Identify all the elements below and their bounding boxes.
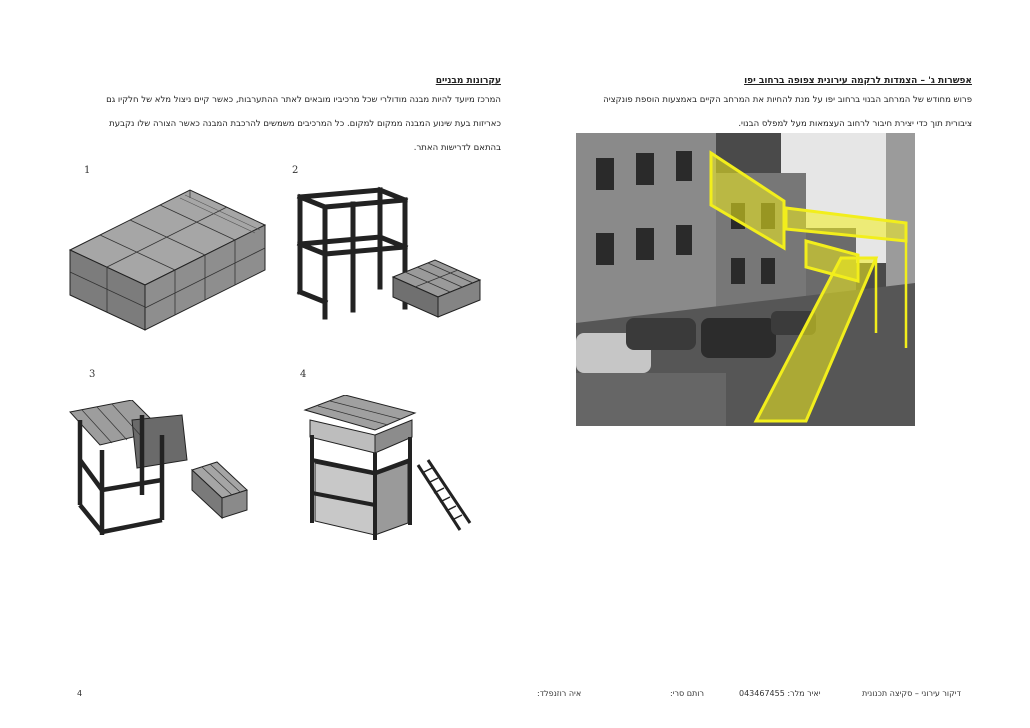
paragraph-line: ציבורית תוך כדי יצירת חיבור לרחוב העצמאות מעל למפלס הבנוי. — [738, 119, 972, 129]
footer-name-aya: איה רוזנפלד: — [537, 689, 582, 698]
section-heading-option-c: אפשרות ג' – הצמדות לרקמה עירונית צפופה ברחוב יפו — [744, 76, 972, 86]
paragraph-line: המרכז מיועד להיות מבנה מודולרי שכל מרכיביו מובאים לאתר ההתערבות, כאשר קיים ניצול מלא של חלקיו גם — [106, 95, 501, 105]
paragraph-line: פרוש מחודש של המרחב הבנוי ברחוב יפו על מנת להחיות את המרחב הקיים באמצעות הוספת פונקציה — [603, 95, 972, 105]
footer-name-rotem: רותם סרי: — [670, 689, 704, 698]
figure-number-4: 4 — [300, 369, 307, 380]
section-heading-structural: עקרונות מבניים — [435, 76, 501, 86]
section-paragraph-option-c — [540, 88, 972, 136]
figure-number-2: 2 — [292, 165, 299, 176]
paragraph-line: כאריזות בעת שינוע המבנה ממקום למקום. כל המרכיבים משמשים להרכבת המבנה כאשר הצורה שלו נקבעת — [109, 119, 501, 129]
figure-number-3: 3 — [89, 369, 96, 380]
footer-author: יאיר מלר: 043467455 — [739, 689, 821, 698]
footer-title: דיקור עירוני – סקיצה תכנונית — [862, 689, 961, 698]
frame-and-packages-drawing — [285, 182, 490, 327]
street-photo-with-intervention — [576, 133, 915, 426]
assembled-structure-drawing — [300, 395, 475, 555]
page-number: 4 — [77, 689, 83, 698]
figure-number-1: 1 — [84, 165, 91, 176]
paragraph-line: בהתאם לדרישות האתר. — [413, 143, 501, 153]
partial-assembly-drawing — [62, 400, 252, 540]
section-paragraph-structural — [50, 88, 501, 160]
module-stack-drawing — [60, 180, 275, 335]
